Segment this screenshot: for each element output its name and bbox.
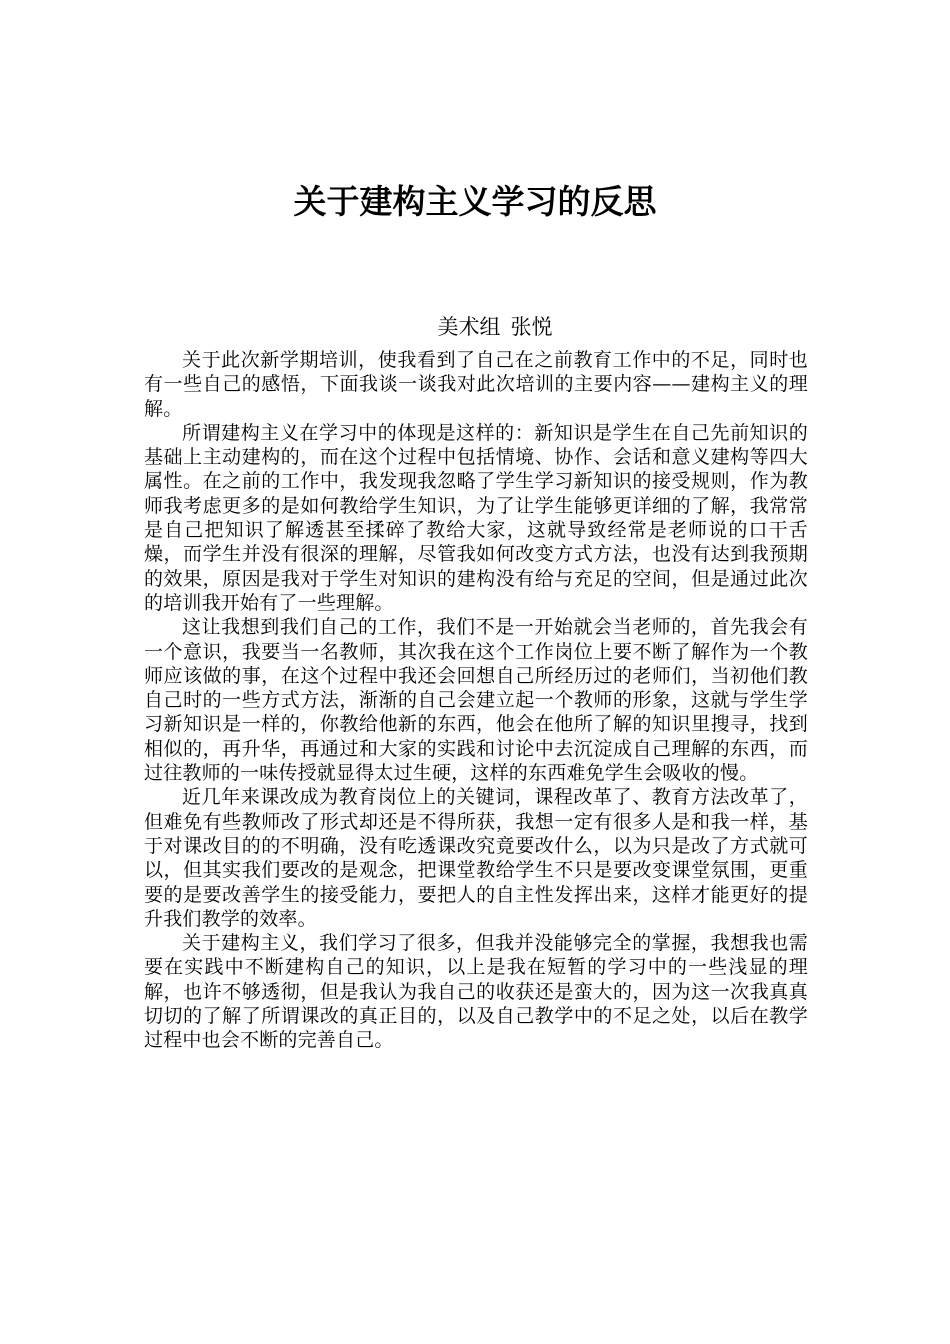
paragraph-3: 这让我想到我们自己的工作，我们不是一开始就会当老师的，首先我会有一个意识，我要当一名教师，其次我在这个工作岗位上要不断了解作为一个教师应该做的事，在这个过程中我还会回想自己所经历过的老师们，当初他们教自己时的一些方式方法，渐渐的自己会建立起一个教师的形象，这就与学生学习新知识是一样的，你教给他新的东西，他会在他所了解的知识里搜寻，找到相似的，再升华，再通过和大家的实践和讨论中去沉淀成自己理解的东西，而过往教师的一味传授就显得太过生硬，这样的东西难免学生会吸收的慢。 [144, 616, 808, 785]
paragraph-5: 关于建构主义，我们学习了很多，但我并没能够完全的掌握，我想我也需要在实践中不断建构自己的知识，以上是我在短暂的学习中的一些浅显的理解，也许不够透彻，但是我认为我自己的收获还是蛮大的，因为这一次我真真切切的了解了所谓课改的真正目的，以及自己教学中的不足之处，以后在教学过程中也会不断的完善自己。 [144, 932, 808, 1052]
document-title: 关于建构主义学习的反思 [293, 182, 657, 221]
author-group: 美术组 [437, 315, 501, 339]
paragraph-2: 所谓建构主义在学习中的体现是这样的：新知识是学生在自己先前知识的基础上主动建构的，而在这个过程中包括情境、协作、会话和意义建构等四大属性。在之前的工作中，我发现我忽略了学生学习新知识的接受规则，作为教师我考虑更多的是如何教给学生知识，为了让学生能够更详细的了解，我常常是自己把知识了解透甚至揉碎了教给大家，这就导致经常是老师说的口干舌燥，而学生并没有很深的理解，尽管我如何改变方式方法，也没有达到我预期的效果，原因是我对于学生对知识的建构没有给与充足的空间，但是通过此次的培训我开始有了一些理解。 [144, 421, 808, 614]
body-text [144, 348, 808, 1053]
paragraph-1: 关于此次新学期培训，使我看到了自己在之前教育工作中的不足，同时也有一些自己的感悟，下面我谈一谈我对此次培训的主要内容——建构主义的理解。 [144, 349, 808, 420]
author-name: 张悦 [510, 315, 553, 339]
author-line [0, 310, 950, 344]
paragraph-4: 近几年来课改成为教育岗位上的关键词，课程改革了、教育方法改革了，但难免有些教师改了形式却还是不得所获，我想一定有很多人是和我一样，基于对课改目的的不明确，没有吃透课改究竟要改什么，以为只是改了方式就可以，但其实我们要改的是观念，把课堂教给学生不只是要改变课堂氛围，更重要的是要改善学生的接受能力，要把人的自主性发挥出来，这样才能更好的提升我们教学的效率。 [144, 786, 808, 930]
